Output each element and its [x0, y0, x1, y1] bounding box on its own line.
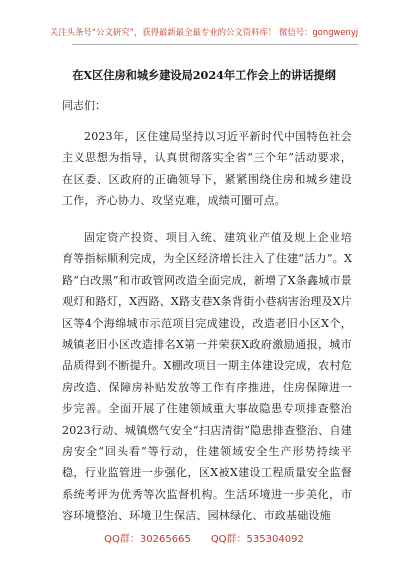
header-banner: 关注头条号“公文研究”，获得最新最全最专业的公文资料库！ 微信号：gongwenyj — [49, 27, 359, 37]
footer-qq-group-2: QQ群：535304092 — [210, 534, 304, 545]
header-divider — [72, 44, 358, 45]
document-title: 在X区住房和城乡建设局2024年工作会上的讲话提纲 — [72, 68, 336, 82]
salutation: 同志们： — [62, 99, 106, 112]
footer-qq-group-1: QQ群：30265665 — [104, 534, 191, 545]
paragraph-2: 固定资产投资、项目入统、建筑业产值及规上企业培育等指标顺利完成，为全区经济增长注入了住建“活力”。X路“白改黑”和市政管网改造全面完成，新增了X条鑫城市景观灯和路灯，X西路、X路支巷X条背街小巷病害治理及X片区等4个海绵城市示范项目完成建设，改造老旧小区X个，城镇老旧小区改造排名X第一并荣获X政府激励通报，城市品质得到不断提升。X棚改项目一期主体建设完成，农村危房改造、保障房补贴发放等工作有序推进，住房保障进一步完善。全面开展了住建领域重大事故隐患专项排查整治2023行动、城镇燃气安全“扫店清街”隐患排查整治、自建房安全“回头看”等行动，住建领域安全生产形势持续平稳，行业监管进一步强化，区X被X建设工程质量安全监督系统考评为优秀等次监督机构。生活环境进一步美化，市容环境整治、环境卫生保洁、园林绿化、市政基础设施 — [62, 231, 352, 523]
footer-contacts — [0, 530, 408, 545]
paragraph-1: 2023年，区住建局坚持以习近平新时代中国特色社会主义思想为指导，认真贯彻落实全省“三个年”活动要求，在区委、区政府的正确领导下，紧紧围绕住房和城乡建设工作，齐心协力、攻坚克难，成绩可圈可点。 — [62, 130, 352, 208]
